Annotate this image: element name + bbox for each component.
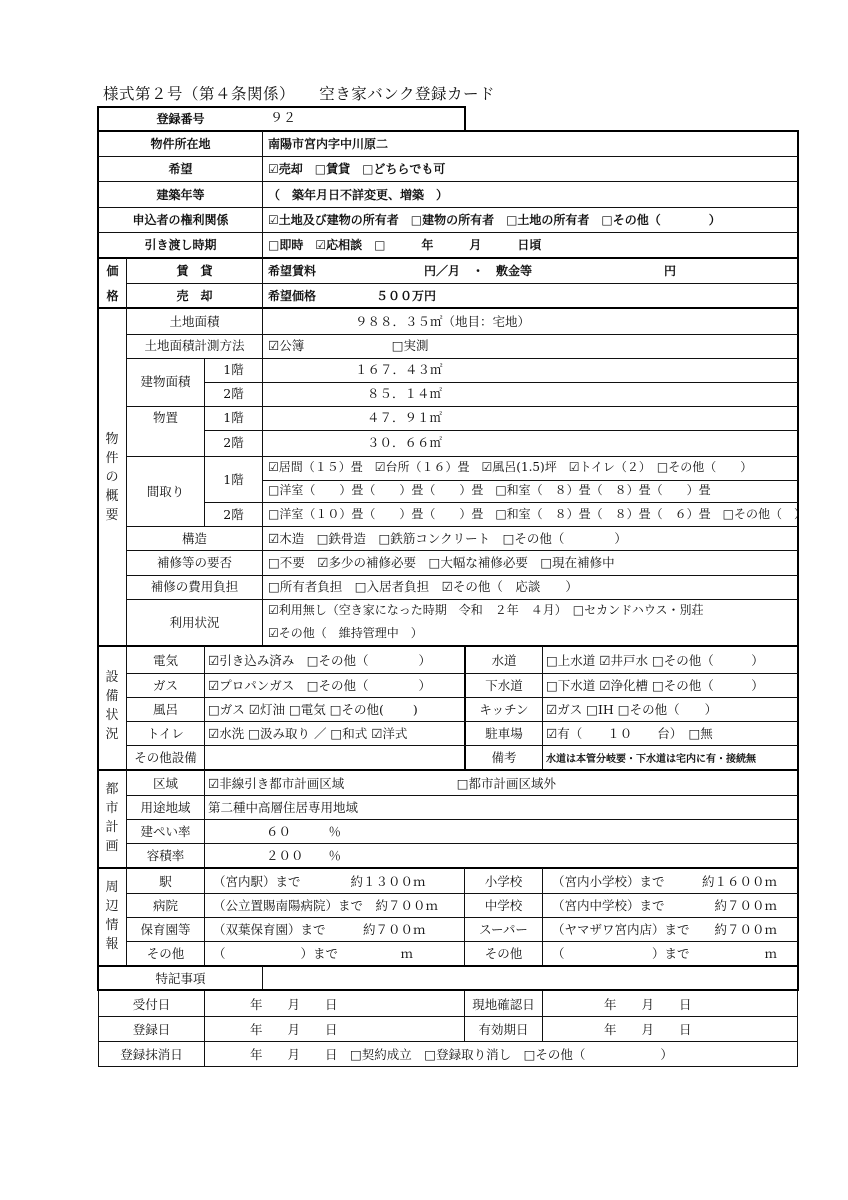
usage-value-2: ☑その他（ 維持管理中 ） [268,626,423,640]
land-area-label: 土地面積 [169,314,220,329]
repair-value: □不要 ☑多少の補修必要 □大幅な補修必要 □現在補修中 [268,555,615,570]
storage-2f-value: ３０．６６㎡ [367,435,443,450]
junior-high-label: 中学校 [484,898,523,913]
other1-label: その他 [146,946,185,961]
valid-date-value: 年 月 日 [604,1022,692,1037]
remarks-label: 備考 [491,750,517,765]
land-method-value: ☑公簿 □実測 [268,338,429,353]
repair-label: 補修等の要否 [156,555,232,570]
other2-value: （ ）まで ｍ [552,946,778,961]
sale-value: 希望価格 ５００万円 [268,289,437,303]
electric-value: ☑引き込み済み □その他（ ） [208,653,432,668]
parking-label: 駐車場 [485,726,523,741]
water-label: 水道 [491,653,517,668]
other1-value: （ ）まで ｍ [213,946,414,961]
layout-2f-line: □洋室（１０）畳（ ）畳（ ）畳 □和室（ ８）畳（ ８）畳（ ６）畳 □その他（ ） [268,507,807,521]
facilities-group-label: 設 備 状 況 [105,670,119,742]
sale-label: 売 却 [176,289,213,303]
coverage-value: ６０ ％ [266,824,342,839]
junior-high-value: （宮内中学校）まで 約７００ｍ [552,898,778,913]
supermarket-value: （ヤマザワ宮内店）まで 約７００ｍ [552,922,778,937]
hospital-value: （公立置賜南陽病院）まで 約７００ｍ [213,898,439,913]
built-label: 建築年等 [156,188,205,202]
nursery-value: （双葉保育園）まで 約７００ｍ [213,922,426,937]
kitchen-label: キッチン [479,702,529,717]
price-group-label-1: 価 [106,264,119,278]
received-date-label: 受付日 [132,997,171,1012]
location-label: 物件所在地 [150,137,211,151]
coverage-label: 建ぺい率 [140,824,191,839]
registration-label: 登録番号 [156,112,205,126]
use-district-label: 用途地域 [140,800,191,815]
city-plan-group-label: 都 市 計 画 [105,782,119,854]
usage-label: 利用状況 [169,615,220,630]
gas-value: ☑プロパンガス □その他（ ） [208,678,432,693]
nursery-label: 保育園等 [140,922,191,937]
structure-value: ☑木造 □鉄骨造 □鉄筋コンクリート □その他（ ） [268,531,627,546]
structure-label: 構造 [181,531,207,546]
elementary-value: （宮内小学校）まで 約１６００ｍ [552,874,778,889]
property-group-label: 物 件 の 概 要 [105,432,119,523]
built-value: （ 築年月日不詳変更、増築 ） [268,188,449,202]
surroundings-group-label: 周 辺 情 報 [105,880,119,952]
building-floor2: 2階 [223,386,244,401]
far-value: ２００ ％ [266,848,342,863]
layout-1f-line-a: ☑居間（１５）畳 ☑台所（１６）畳 ☑風呂(1.5)坪 ☑トイレ（２） □その他（ ） [268,460,753,474]
kitchen-value: ☑ガス □IH □その他（ ） [546,702,718,717]
hospital-label: 病院 [152,898,178,913]
building-floor1: 1階 [223,362,244,377]
zone-label: 区域 [152,776,178,791]
gas-label: ガス [152,678,178,693]
use-district-value: 第二種中高層住居専用地域 [208,800,359,815]
rent-value: 希望賃料 円／月 ・ 敷金等 円 [268,264,677,278]
rent-label: 賃 貸 [176,264,213,278]
registration-value: ９２ [270,111,297,126]
electric-label: 電気 [152,653,178,668]
station-value: （宮内駅）まで 約１３００ｍ [213,874,426,889]
form-title: 様式第２号（第４条関係） 空き家バンク登録カード [103,85,495,103]
building-1f-value: １６７．４３㎡ [355,362,443,377]
rights-value: ☑土地及び建物の所有者 □建物の所有者 □土地の所有者 □その他（ ） [268,213,721,227]
toilet-value: ☑水洗 □汲み取り ／ □和式 ☑洋式 [208,726,408,741]
building-area-label: 建物面積 [140,374,191,389]
cancel-date-value: 年 月 日 □契約成立 □登録取り消し □その他（ ） [250,1047,673,1062]
storage-label: 物置 [152,410,178,425]
building-2f-value: ８５．１４㎡ [367,386,443,401]
handover-value: □即時 ☑応相談 □ 年 月 日頃 [268,238,542,252]
registered-date-value: 年 月 日 [250,1022,338,1037]
cancel-date-label: 登録抹消日 [120,1047,183,1062]
repair-cost-label: 補修の費用負担 [150,579,239,594]
land-area-value: ９８８．３５㎡（地目：宅地） [355,314,531,329]
bath-value: □ガス ☑灯油 □電気 □その他( ) [208,702,418,717]
sewer-value: □下水道 ☑浄化槽 □その他（ ） [546,678,764,693]
layout-1f-line-b: □洋室（ ）畳（ ）畳（ ）畳 □和室（ ８）畳（ ８）畳（ ）畳 [268,483,711,497]
registered-date-label: 登録日 [132,1022,171,1037]
toilet-label: トイレ [147,726,184,741]
water-value: □上水道 ☑井戸水 □その他（ ） [546,653,764,668]
other2-label: その他 [484,946,523,961]
rights-label: 申込者の権利関係 [132,213,229,227]
supermarket-label: スーパー [479,922,528,937]
layout-label: 間取り [146,484,185,499]
storage-floor2: 2階 [223,435,244,450]
sewer-label: 下水道 [485,678,523,693]
received-date-value: 年 月 日 [250,997,338,1012]
far-label: 容積率 [146,848,185,863]
remarks-value: 水道は本管分岐要・下水道は宅内に有・接続無 [546,754,756,765]
wish-value: ☑売却 □賃貸 □どちらでも可 [268,162,446,176]
bath-label: 風呂 [152,702,178,717]
elementary-label: 小学校 [484,874,523,889]
valid-date-label: 有効期日 [478,1022,529,1037]
storage-floor1: 1階 [223,410,244,425]
station-label: 駅 [159,874,172,889]
storage-1f-value: ４７．９１㎡ [367,410,443,425]
usage-value-1: ☑利用無し（空き家になった時期 令和 ２年 ４月） □セカンドハウス・別荘 [268,603,704,617]
repair-cost-value: □所有者負担 □入居者負担 ☑その他（ 応談 ） [268,579,578,594]
zone-value: ☑非線引き都市計画区域 □都市計画区域外 [208,776,557,791]
wish-label: 希望 [168,162,193,176]
site-check-value: 年 月 日 [604,997,692,1012]
handover-label: 引き渡し時期 [144,238,217,252]
notes-label: 特記事項 [155,971,206,986]
other-facility-label: その他設備 [134,750,197,765]
layout-floor2: 2階 [223,507,244,522]
parking-value: ☑有（ １０ 台） □無 [546,726,713,741]
location-value: 南陽市宮内字中川原二 [268,137,389,151]
layout-floor1: 1階 [223,472,244,487]
price-group-label-2: 格 [106,289,119,303]
site-check-label: 現地確認日 [472,997,535,1012]
land-method-label: 土地面積計測方法 [144,338,245,353]
